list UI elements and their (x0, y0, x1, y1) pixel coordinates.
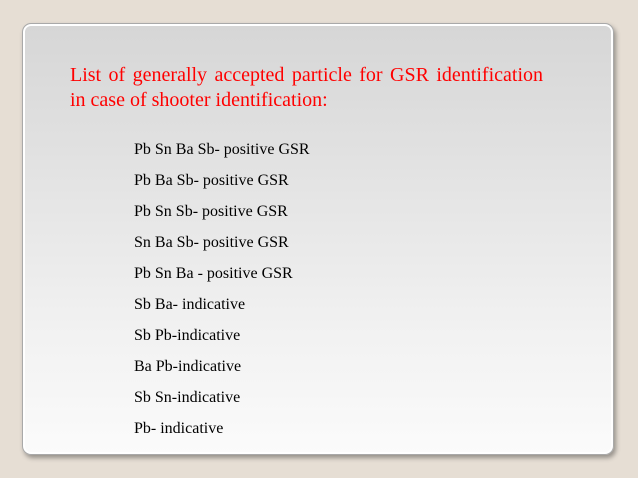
list-item: Sb Pb-indicative (134, 327, 241, 344)
list-item: Pb Ba Sb- positive GSR (134, 172, 289, 189)
list-item: Pb Sn Sb- positive GSR (134, 203, 288, 220)
slide-panel (22, 23, 614, 455)
list-item: Pb Sn Ba - positive GSR (134, 265, 293, 282)
list-item: Pb- indicative (134, 420, 224, 437)
list-item: Sn Ba Sb- positive GSR (134, 234, 289, 251)
list-item: Pb Sn Ba Sb- positive GSR (134, 141, 310, 158)
particle-list (134, 140, 310, 450)
list-item: Sb Ba- indicative (134, 296, 246, 313)
list-item: Ba Pb-indicative (134, 358, 242, 375)
slide-heading: List of generally accepted particle for GSR identification in case of shooter identification: (70, 64, 543, 111)
list-item: Sb Sn-indicative (134, 389, 241, 406)
